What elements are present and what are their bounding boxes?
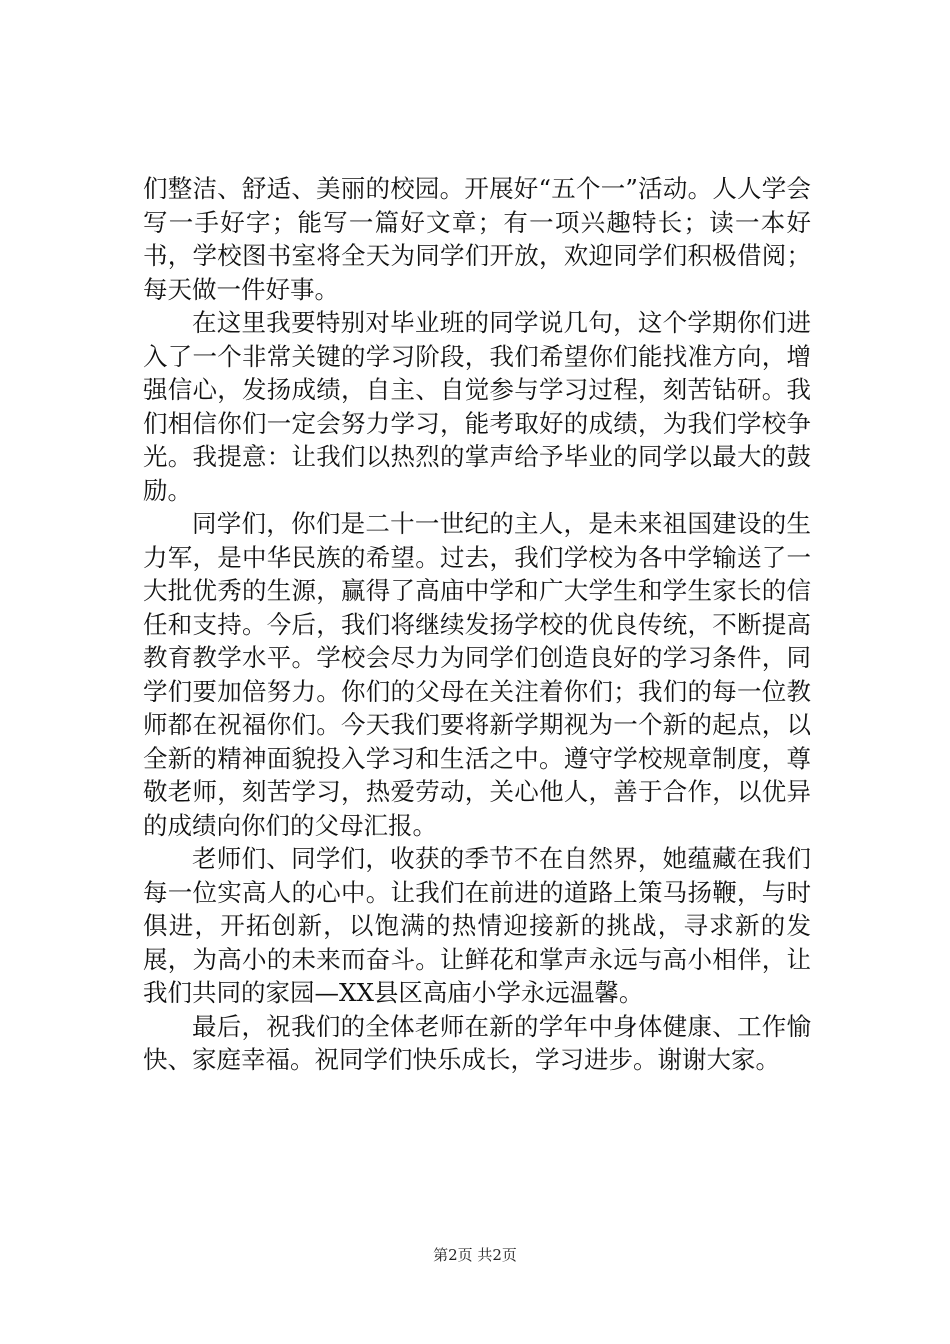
paragraph-3: 同学们，你们是二十一世纪的主人，是未来祖国建设的生力军，是中华民族的希望。过去，我们学校为各中学输送了一大批优秀的生源，赢得了高庙中学和广大学生和学生家长的信任和支持。今后，我们将继续发扬学校的优良传统，不断提高教育教学水平。学校会尽力为同学们创造良好的学习条件，同学们要加倍努力。你们的父母在关注着你们；我们的每一位教师都在祝福你们。今天我们要将新学期视为一个新的起点，以全新的精神面貌投入学习和生活之中。遵守学校规章制度，尊敬老师，刻苦学习，热爱劳动，关心他人，善于合作，以优异的成绩向你们的父母汇报。 xyxy=(143,509,811,840)
paragraph-4: 老师们、同学们，收获的季节不在自然界，她蕴藏在我们每一位实高人的心中。让我们在前进的道路上策马扬鞭，与时俱进，开拓创新，以饱满的热情迎接新的挑战，寻求新的发展，为高小的未来而奋斗。让鲜花和掌声永远与高小相伴，让我们共同的家园—XX县区高庙小学永远温馨。 xyxy=(143,844,811,1007)
paragraph-2: 在这里我要特别对毕业班的同学说几句，这个学期你们进入了一个非常关键的学习阶段，我们希望你们能找准方向，增强信心，发扬成绩，自主、自觉参与学习过程，刻苦钻研。我们相信你们一定会努力学习，能考取好的成绩，为我们学校争光。我提意：让我们以热烈的掌声给予毕业的同学以最大的鼓励。 xyxy=(143,308,811,505)
paragraph-1: 们整洁、舒适、美丽的校园。开展好“五个一”活动。人人学会写一手好字；能写一篇好文章；有一项兴趣特长；读一本好书，学校图书室将全天为同学们开放，欢迎同学们积极借阅；每天做一件好事。 xyxy=(143,174,811,304)
document-body xyxy=(143,172,811,1077)
page-footer: 第2页 共2页 xyxy=(433,1246,517,1264)
paragraph-5: 最后，祝我们的全体老师在新的学年中身体健康、工作愉快、家庭幸福。祝同学们快乐成长，学习进步。谢谢大家。 xyxy=(143,1011,811,1074)
